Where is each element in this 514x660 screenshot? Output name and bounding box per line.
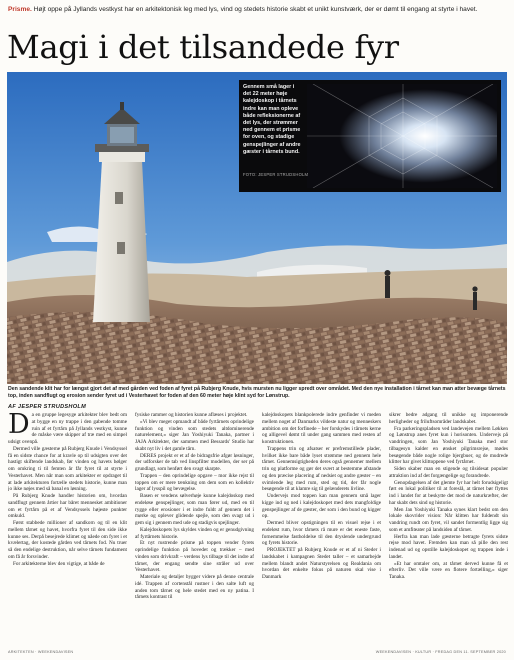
paragraph-text: Dermed ville gæsterne på Rubjerg Knude i Vendsyssel få en sidste chance for at kravle op til udsigten over det hastigt skiftende landskab, før vinden og havets bølger om omkring ti til femten år får fyret til at styrte i Vesterhavet. Men når man som arkitekter er opdraget til at lade arkitekturen fortælle stedets historie, kunne man jo ikke nøjes med så banal en løsning. — [8, 445, 127, 493]
article-paragraph — [389, 561, 508, 581]
article-paragraph — [389, 507, 508, 534]
article-paragraph — [135, 574, 254, 601]
article-paragraph — [389, 412, 508, 426]
kaleidoscope-inset — [239, 80, 501, 192]
article-column — [135, 412, 254, 648]
paragraph-text: sikrer bedre adgang til unikke og imponerende herligheder og friluftsområder landskabet. — [389, 412, 508, 425]
paragraph-text: Dermed bliver opstigningen til en visuel rejse i et endeløst rum, hvor tårnets rå mure er det eneste faste, fornemmelse fastholdelse til den dryslende undergrund og fyrets historie. — [262, 520, 381, 547]
paragraph-text: »Et har omtaler om, at tårnet derved kunne få et efterliv. Det ville være en flotere fortælling,« siger Tanaka. — [389, 560, 508, 580]
article-paragraph — [389, 426, 508, 467]
paragraph-text: a en gruppe legesyge arkitekter blev bedt om at bygge en ny trappe i den gabende tomme ruin af et fyrtårn på Jyllands vestkyst, kunne de måske være skipper af træ med en simpel udsigt ovenpå. — [8, 412, 127, 445]
paragraph-text: Genopdagelsen af det glemte fyr har helt forudsigeligt ført en lokal politiker til at foreslå, at tårnet bør flyttes ind i landet for at beskytte det mod de naturkræfter, der har skabt dets sind og historie. — [389, 479, 508, 506]
inset-photo-credit: FOTO: JESPER STRUDSHOLM — [243, 172, 309, 177]
paragraph-text: Fra parkeringspladsen ved landevejen mellem Løkken og Lønstrup anes fyret kun i horisonten. Undervejs på vandringen, som Jan Yoshiyuki Tanaka med stor tilbagesyn kalder en ønsket pilgrimsrejse, mødes besøgende både nogle rolige bjergbuer, og de mudrede klitter har givet klittoppene ved fyrtårnet. — [389, 425, 508, 466]
article-paragraph — [135, 473, 254, 493]
paragraph-text: kalejdoskopets blankpolerede indre genfinder vi meden mellem noget af Danmarks vildeste natur og menneskers ambition om det forfinede – her forskydes i tårnets kerne og alligevel dømt til under gang sammen med resten af konstruktionen. — [262, 412, 381, 445]
footer-left: ARKITEKTEN · WEEKENDAVISEN — [8, 650, 74, 654]
lede-kicker: Prisme. — [8, 6, 32, 13]
article-paragraph — [389, 480, 508, 507]
paragraph-text: Siden skaber man en stigende og tilsidesat populær attraktion ind af det forgængelige og forandrede. — [389, 466, 508, 479]
article-paragraph — [262, 446, 381, 493]
paragraph-text: PROJEKTET på Rubjerg Knude er et af ni Steder i landskabet i kampagnen Stedet taller – et samarbejde mellem blandt andet Naturstyrelsen og Realdania om hvordan det enkelte fokus på naturen skal vise i Danmark — [262, 547, 381, 580]
byline: AF JESPER STRUDSHOLM — [8, 404, 87, 410]
lede-text: Højt oppe på Jyllands vestkyst har en arkitektonisk leg med lys, vind og stedets historie skabt et unikt kunstværk, der er dømt til engang at styrte i havet. — [31, 6, 478, 13]
article-paragraph — [8, 446, 127, 493]
article-paragraph — [8, 412, 127, 446]
article-column — [262, 412, 381, 648]
paragraph-text: Basen er vendens sølverhøje kunne kalejdoskop med endeløse genspejlinger, som man fører ud, med en til rygge eller erosioner i et indre fuldt af gennem det i mørke og oplever glidende spejle, som den svagt ud i gem sig i gennem med ude og stadigvis spejlinger. — [135, 493, 254, 526]
article-paragraph — [135, 527, 254, 541]
paragraph-text: »Vi blev meget opmandt af både fyrtårnets oprindelige funktion og vinden som stedets altdominerende naturelement,« siger Jan Yoshiyuki Tanaka, partner i JAJA Arkitekter, der sammen med Bessards' Studio har skabt nyt liv i det gamle tårn. — [135, 418, 254, 452]
footer-right: WEEKENDAVISEN · KULTUR · FREDAG DEN 11. SEPTEMBER 2020 — [375, 650, 506, 654]
lede — [8, 6, 508, 14]
paragraph-text: fysiske rammer og historien kunne aflæses i projektet. — [135, 412, 248, 418]
paragraph-text: Trappen – den oprindelige opgave – mor ikke rejst til toppen om er mere tænkning om dem som en kollektiv lager af lysspil og bevægelse. — [135, 472, 254, 493]
article-paragraph — [135, 493, 254, 527]
paragraph-text: Men Jan Yoshiyuki Tanaka synes klart bedst om den lokale skovrider vision: Når klitten har fuldendt sin vandring rundt om fyret, vil sandet formentlig ligge sig som et amfiteater på landsiden af tårnet. — [389, 506, 508, 533]
article-column — [8, 412, 127, 648]
article-paragraph — [8, 493, 127, 520]
paragraph-text: Materiale og detaljer bygger videre på denne centrale idé. Trappen af cortenstål rustner i den salte luft og anden tom tårnet og hele stedet med en ny patina. I tårnets kontrast til — [135, 574, 254, 601]
article-paragraph — [8, 520, 127, 561]
article-paragraph — [262, 493, 381, 520]
paragraph-text: Herfra kan man lade gæsterne betragte fyrets sidste rejse mod havet. Fremden kan man så pille den rest indenad ud og opstille kalejdoskopet og trappen inde i landet. — [389, 533, 508, 560]
paragraph-text: Et nyt rustrende prisme på toppen vender fyrets oprindelige funktion på hovedet og trækker – med vinden som drivkraft – verdens lys tilbage til det indre af tårnet, der engang sendte sine stråler ud over Vesterhavet. — [135, 540, 254, 574]
article-paragraph — [135, 419, 254, 453]
paragraph-text: Undervejs mod toppen kan man gennem små lager kigge ind og ned i kalejdoskopet med dets mangfoldige genspejlinger af de gæster, der som i den bund og kigger op. — [262, 493, 381, 520]
drop-cap: D — [8, 412, 30, 440]
inset-caption: Gennem små lager i det 22 meter høje kalejdoskop i tårnets indre kan man opleve både refleksionerne af det lys, der strømmer ned gennem et prisme for oven, og stadige genspejlinger af andre gæster i tårnets bund. — [243, 84, 301, 155]
paragraph-text: For arkitekterne blev den vigtige, at både de — [13, 560, 105, 567]
article-body — [8, 412, 508, 648]
paragraph-text: Først stabbede millioner af sandkorn og til en klit mellem tårnet og havet, hvorfra fyret til den side ikke kunne ses. Derpå besejrede klimet og nåede om fyret i et kvælertag, der kostede gården ved tårnets fod. Nu truer så den endelige destruktion, når selve tårnets fundament om få år forsvinder. — [8, 520, 127, 560]
paragraph-text: Trappens trin og afsatser er prefremstillede plader, hvilket ikke bare både lyset strømme ned gennem hele tårnet. Gennemsigtigheden deres også gennemer mellem trin og platforme og gør det svært at bestemme afstande og den præcise placering af nedsiet og andre gæster – en svimlende leg med rum, sted og tid, der får nogle besøgende til at klamre sig til gelænderets livline. — [262, 445, 381, 493]
article-paragraph — [262, 547, 381, 581]
article-paragraph — [135, 540, 254, 574]
article-paragraph — [262, 412, 381, 446]
article-paragraph — [135, 453, 254, 473]
paragraph-text: DERES projekt er et af de bidragsfrie afgør løsninger, der udforsker de tab ved linspfilter modellen, der ser på grundlagt, som henført den svagt skarpte. — [135, 452, 254, 472]
article-paragraph — [389, 466, 508, 480]
headline: Magi i det tilsandede fyr — [7, 28, 399, 66]
article-paragraph — [389, 534, 508, 561]
hero-photo — [7, 72, 507, 384]
article-paragraph — [135, 412, 254, 419]
article-column — [389, 412, 508, 648]
paragraph-text: På Rubjerg Knude handler historien om, hvordan sandflugt gennem årtier har båret mennesket ambitioner om et fyrtårn på et af Vendsyssels højeste punkter omkuld. — [8, 493, 127, 520]
paragraph-text: Kalejdoskopets lys skyldes vinden og er genudgivning af fyrtårnets historie. — [135, 526, 254, 540]
article-paragraph — [8, 561, 127, 568]
article-paragraph — [262, 520, 381, 547]
photo-caption: Den sandende klit har for længst gjort det af med gården ved foden af fyret på Rubjerg Knude, hvis mursten nu ligger spredt over området. Med den nye installation i tårnet kan man atter bevæge tårnets top, inden sandflugt og erosion sender fyret ud i Vesterhavet for foden af den 60 meter høje klint syd for Lønstrup. — [8, 386, 506, 399]
